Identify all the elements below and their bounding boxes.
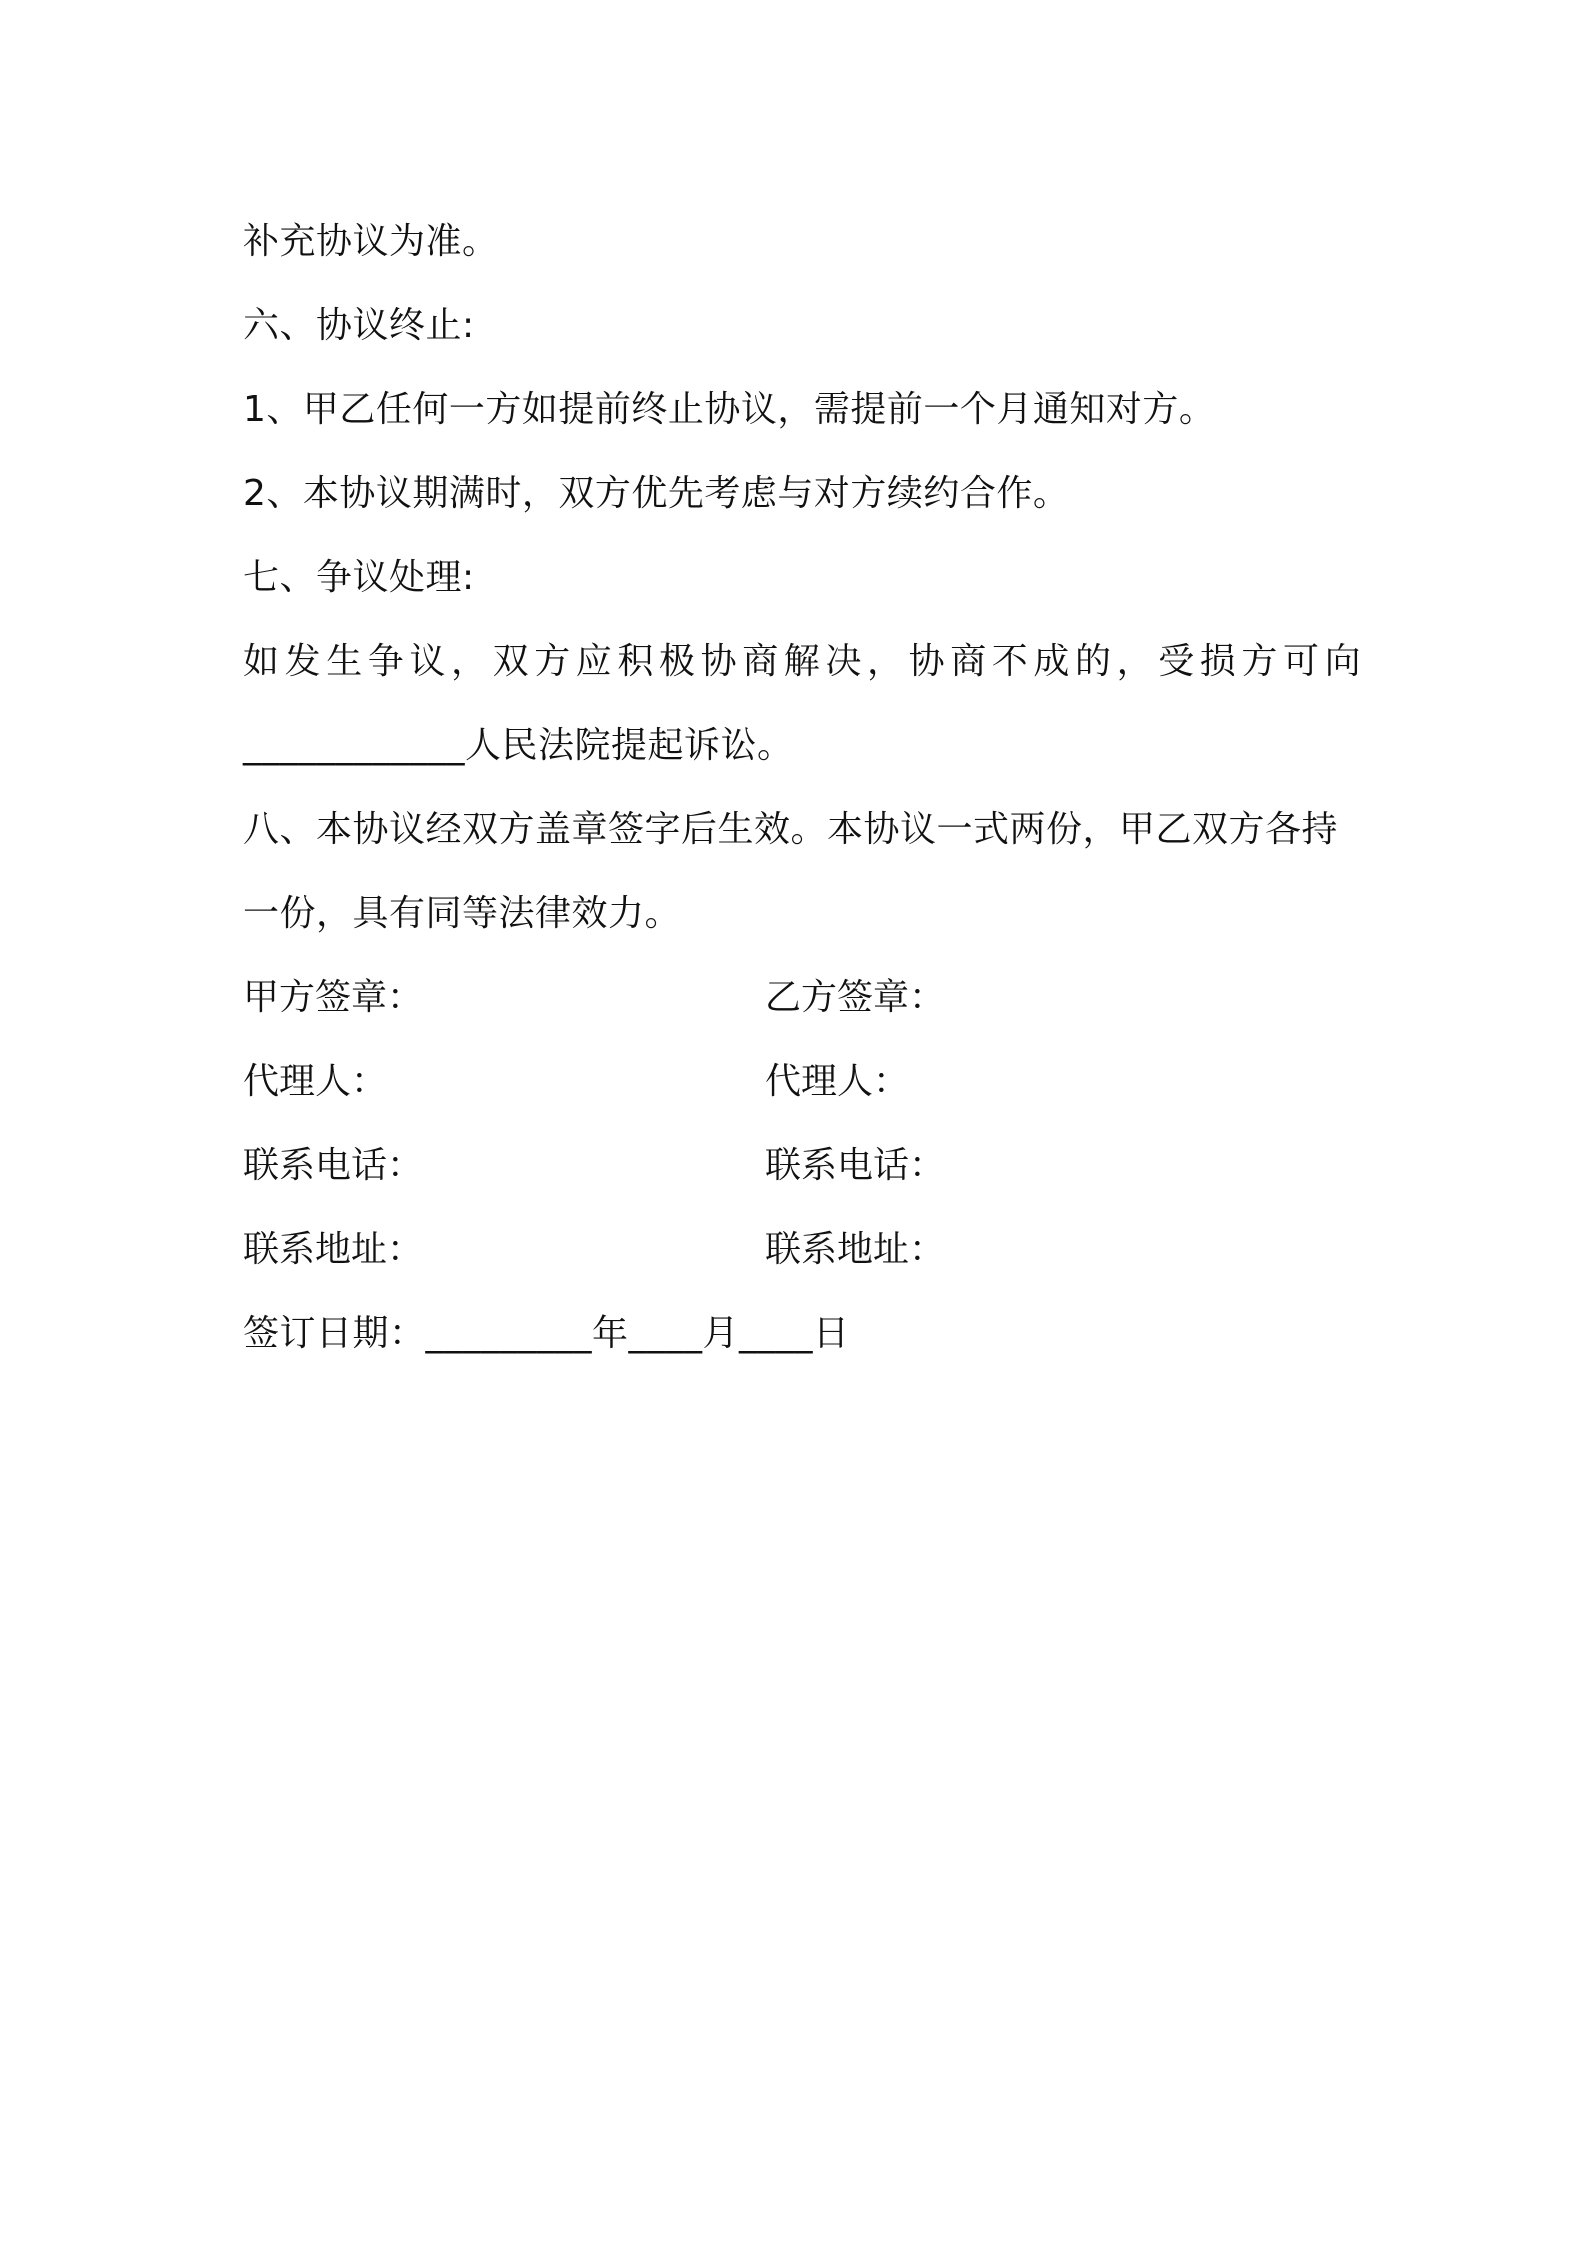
- dispute-clause-line-1: 如发生争议，双方应积极协商解决，协商不成的，受损方可向: [243, 641, 1367, 682]
- dispute-clause-line-2: ____________人民法院提起诉讼。: [243, 725, 794, 766]
- signature-row-address: [243, 1208, 1363, 1292]
- signature-row-agent: [243, 1040, 1363, 1124]
- section-heading-dispute: 七、争议处理:: [243, 557, 475, 598]
- signature-row-phone: [243, 1124, 1363, 1208]
- party-a-address-label: 联系地址：: [243, 1229, 424, 1270]
- effectiveness-clause-line-1: 八、本协议经双方盖章签字后生效。本协议一式两份，甲乙双方各持: [243, 809, 1339, 850]
- party-a-agent-label: 代理人：: [243, 1061, 388, 1102]
- party-a-seal-label: 甲方签章：: [243, 977, 424, 1018]
- signature-row-seal: [243, 956, 1363, 1040]
- section-heading-termination: 六、协议终止:: [243, 305, 475, 346]
- party-b-address-label: 联系地址：: [765, 1229, 946, 1270]
- paragraph-supplement: 补充协议为准。: [243, 221, 499, 262]
- party-b-seal-label: 乙方签章：: [765, 977, 946, 1018]
- termination-clause-1: 1、甲乙任何一方如提前终止协议，需提前一个月通知对方。: [243, 389, 1216, 430]
- party-b-phone-label: 联系电话：: [765, 1145, 946, 1186]
- document-body: [243, 200, 1367, 1376]
- sign-date-line: 签订日期：_________年____月____日: [243, 1313, 850, 1354]
- party-a-phone-label: 联系电话：: [243, 1145, 424, 1186]
- party-b-agent-label: 代理人：: [765, 1061, 910, 1102]
- effectiveness-clause-line-2: 一份，具有同等法律效力。: [243, 893, 682, 934]
- termination-clause-2: 2、本协议期满时，双方优先考虑与对方续约合作。: [243, 473, 1070, 514]
